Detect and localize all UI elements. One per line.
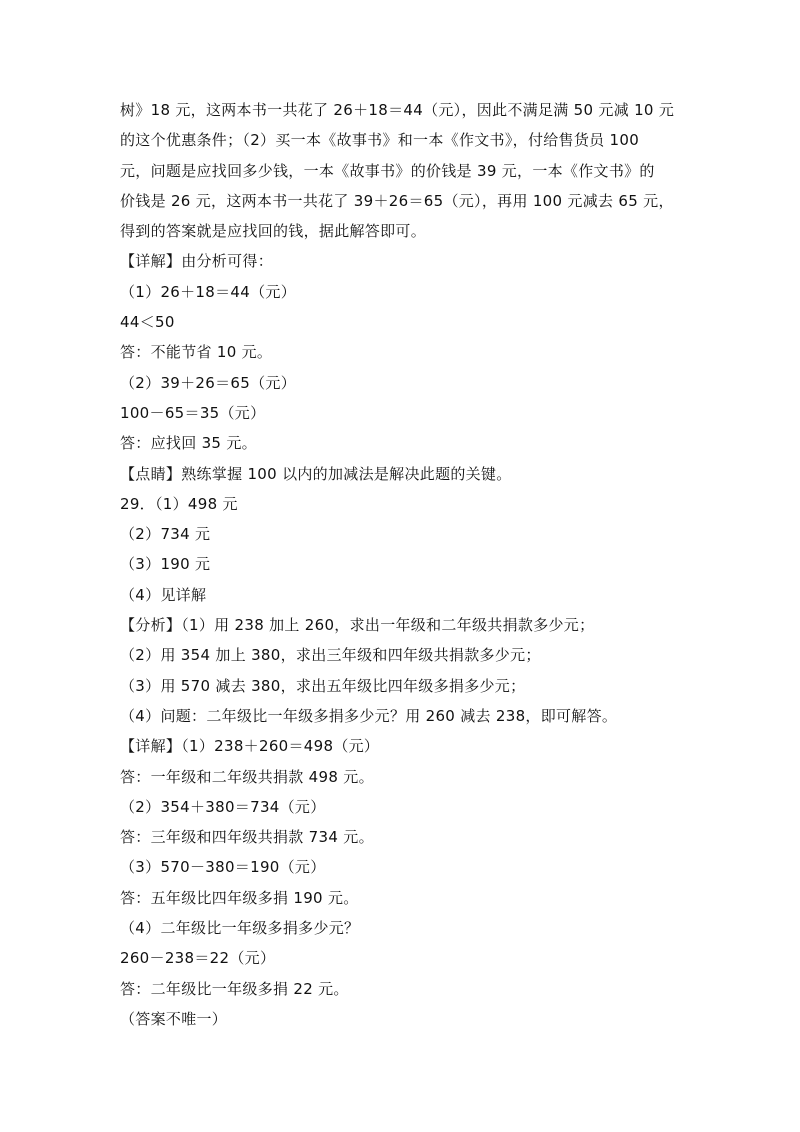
document-body — [120, 95, 700, 1034]
section-heading-detail: 【详解】由分析可得： — [120, 252, 274, 271]
text-line: 价钱是 26 元，这两本书一共花了 39＋26＝65（元），再用 100 元减去 65 元， — [120, 191, 674, 210]
section-heading-detail: 【详解】（1）238＋260＝498（元） — [120, 737, 380, 756]
equation-line: （2）39＋26＝65（元） — [120, 373, 297, 392]
text-line: 元，问题是应找回多少钱，一本《故事书》的价钱是 39 元，一本《作文书》的 — [120, 161, 655, 180]
text-line: （4）问题：二年级比一年级多捐多少元？用 260 减去 238，即可解答。 — [120, 706, 618, 725]
text-line: 得到的答案就是应找回的钱，据此解答即可。 — [120, 222, 427, 241]
text-line: 的这个优惠条件；（2）买一本《故事书》和一本《作文书》，付给售货员 100 — [120, 131, 640, 150]
answer-line: 答：一年级和二年级共捐款 498 元。 — [120, 767, 374, 786]
equation-line: 44＜50 — [120, 313, 175, 332]
section-heading-point: 【点睛】熟练掌握 100 以内的加减法是解决此题的关键。 — [120, 464, 512, 483]
equation-line: （3）570－380＝190（元） — [120, 858, 326, 877]
text-line: （2）用 354 加上 380，求出三年级和四年级共捐款多少元； — [120, 646, 541, 665]
question-line: （4）二年级比一年级多捐多少元？ — [120, 919, 360, 938]
equation-line: 100－65＝35（元） — [120, 403, 266, 422]
text-line: （3）用 570 减去 380，求出五年级比四年级多捐多少元； — [120, 676, 526, 695]
answer-summary-line: （3）190 元 — [120, 555, 211, 574]
answer-line: 答：应找回 35 元。 — [120, 434, 257, 453]
question-number-line: 29．（1）498 元 — [120, 494, 238, 513]
answer-summary-line: （4）见详解 — [120, 585, 207, 604]
text-line: 树》18 元，这两本书一共花了 26＋18＝44（元），因此不满足满 50 元减 10 元 — [120, 101, 675, 119]
answer-line: 答：二年级比一年级多捐 22 元。 — [120, 979, 349, 998]
note-line: （答案不唯一） — [120, 1009, 228, 1028]
answer-summary-line: （2）734 元 — [120, 525, 211, 544]
answer-line: 答：三年级和四年级共捐款 734 元。 — [120, 828, 374, 847]
section-heading-analysis: 【分析】（1）用 238 加上 260，求出一年级和二年级共捐款多少元； — [120, 616, 595, 635]
equation-line: 260－238＝22（元） — [120, 949, 276, 968]
equation-line: （2）354＋380＝734（元） — [120, 797, 326, 816]
answer-line: 答：五年级比四年级多捐 190 元。 — [120, 888, 359, 907]
equation-line: （1）26＋18＝44（元） — [120, 282, 297, 301]
answer-line: 答：不能节省 10 元。 — [120, 343, 273, 362]
